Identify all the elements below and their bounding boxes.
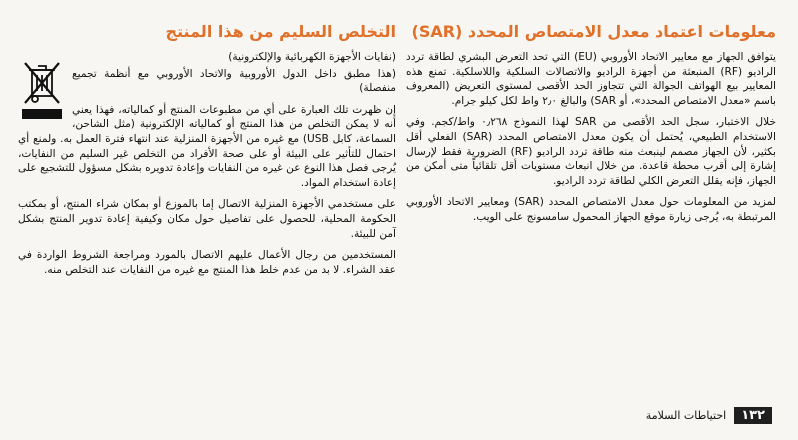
page-number-badge: ١٣٢	[734, 407, 772, 424]
footer-section-title: احتياطات السلامة	[645, 409, 727, 422]
weee-underline-bar	[22, 109, 62, 119]
sar-section	[406, 22, 776, 232]
page-footer	[646, 407, 772, 424]
disposal-paragraph-3: المستخدمين من رجال الأعمال عليهم الاتصال بالمورد ومراجعة الشروط الواردة في عقد الشراء. لا بد من عدم خلط هذا المنتج مع غيره من النفايات عند التخلص منه.	[18, 249, 396, 276]
disposal-section	[18, 22, 396, 284]
weee-symbol	[18, 60, 62, 119]
bleed-through-texture	[438, 250, 768, 400]
sar-paragraph-1: يتوافق الجهاز مع معايير الاتحاد الأوروبي (EU) التي تحد التعرض البشري لطاقة تردد الراديو (RF) المنبعثة من أجهزة الراديو والاتصالات السلكية واللاسلكية. تمنع هذه المعايير بيع الهواتف الجوالة التي تتجاوز الحد الأقصى لمستوى التعريض (المعروف باسم «معدل الامتصاص المحدد»، أو SAR) والبالغ ٢٫٠ واط لكل كيلو جرام.	[406, 51, 777, 107]
disposal-section-title: التخلص السليم من هذا المنتج	[165, 22, 396, 41]
crossed-out-wheeled-bin-icon	[22, 60, 62, 106]
disposal-paragraph-1: إن ظهرت تلك العبارة على أي من مطبوعات المنتج أو كمالياته، فهذا يعني أنه لا يمكن التخلص من هذا المنتج أو كمالياته الإلكترونية (مثل الشاحن، السماعة، كابل USB) مع غيره من الأجهزة المنزلية عند انتهاء فترة العمل به. ولمنع أي احتمال للتأثير على البيئة أو على صحة الأفراد من التخلص غير السليم من النفايات، يُرجى فصل هذا النوع عن غيره من النفايات وإعادة تدويره بشكل مسؤول للتشجيع على إعادة استخدام المواد.	[18, 103, 396, 189]
disposal-paragraph-2: على مستخدمي الأجهزة المنزلية الاتصال إما بالموزع أو بمكان شراء المنتج، أو بمكتب الحكومة المحلية، للحصول على تفاصيل حول مكان وكيفية إعادة تدوير المنتج بشكل آمن للبيئة.	[18, 198, 396, 240]
disposal-note: (هذا مطبق داخل الدول الأوروبية والاتحاد الأوروبي مع أنظمة تجميع منفصلة)	[72, 67, 396, 95]
sar-paragraph-3: لمزيد من المعلومات حول معدل الامتصاص المحدد (SAR) ومعايير الاتحاد الأوروبي المرتبطة به، يُرجى زيارة موقع الجهاز المحمول سامسونج على الويب.	[406, 196, 776, 223]
disposal-subtitle: (نفايات الأجهزة الكهربائية والإلكترونية)	[228, 51, 396, 63]
sar-paragraph-2: خلال الاختبار، سجل الحد الأقصى من SAR لهذا النموذج ٠٫٢٦٨ واط/كجم. وفي الاستخدام الطبيعي، يُحتمل أن يكون معدل الامتصاص المحدد (SAR) الفعلي أقل بكثير، لأن الجهاز مصمم لينبعث منه طاقة تردد الراديو (RF) الضرورية فقط لإرسال إشارة إلى أقرب محطة قاعدة. من خلال انبعاث مستويات أقل تلقائياً متى أمكن من الجهاز، فإنه يقلل التعرض الكلي لطاقة تردد الراديو.	[406, 116, 776, 187]
sar-section-title: معلومات اعتماد معدل الامتصاص المحدد (SAR)	[411, 22, 776, 41]
